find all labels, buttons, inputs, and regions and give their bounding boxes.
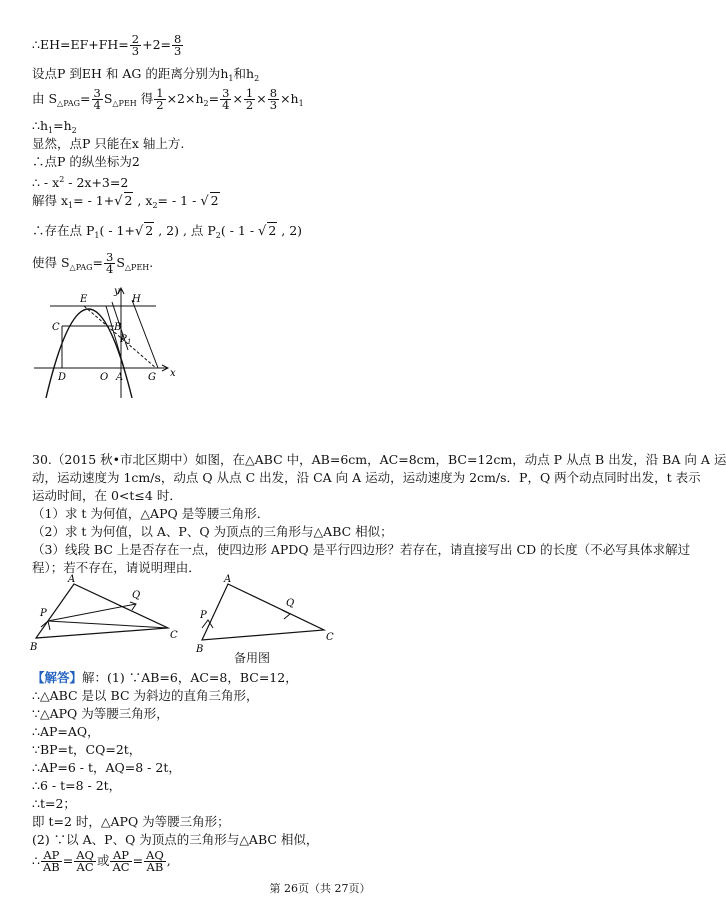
problem30-line3: 运动时间，在 0<t≤4 时． xyxy=(32,488,182,503)
segment-hg xyxy=(132,300,158,368)
answer-line5: ∵BP=t，CQ=2t， xyxy=(32,742,142,757)
label-p1-sub: 1 xyxy=(127,338,132,346)
page-footer: 第 26页（共 27页） xyxy=(269,882,371,895)
problem30-line2: 动，运动速度为 1cm/s，动点 Q 从点 C 出发，沿 CA 向 A 运动，运动速度为 2cm/s．P，Q 两个动点同时出发，t 表示 xyxy=(32,470,701,485)
label-e: E xyxy=(80,294,88,305)
fraction: $\frac{8}{3}$ xyxy=(174,32,182,58)
fig2-label-p: P xyxy=(200,610,207,621)
fig1-label-a: A xyxy=(68,574,76,585)
label-a: A xyxy=(116,372,124,383)
answer-line9: 即 t=2 时，△APQ 为等腰三角形； xyxy=(32,814,230,829)
points-exist: ∴存在点 $P_1( - 1+√$ 2 , 2) , 点 $P_2( - 1$ - √ 2 , 2) xyxy=(32,223,303,240)
label-h: H xyxy=(132,294,141,305)
arrow-q-1 xyxy=(130,602,136,610)
p-y-coordinate: ∴点P 的纵坐标为2 xyxy=(32,154,140,169)
segment-pq-1 xyxy=(48,604,136,621)
label-g: G xyxy=(148,372,156,383)
fig1-label-b: B xyxy=(30,642,38,653)
distance-definition: 设点P 到EH 和 AG 的距离分别为$h_1$和$h_2$ xyxy=(32,66,260,83)
eq-eh-length xyxy=(32,34,184,57)
label-d: D xyxy=(58,372,67,383)
problem30-q2: （2）求 t 为何值，以 A、P、Q 为顶点的三角形与△ABC 相似； xyxy=(32,524,393,539)
text: +2= xyxy=(142,37,172,52)
roots: 解得 $x_1= - 1+√$ 2 , $x_2= - 1$ - √ 2 xyxy=(32,193,219,210)
problem30-q1: （1）求 t 为何值，△APQ 是等腰三角形． xyxy=(32,506,270,521)
fig2-label-q: Q xyxy=(286,598,295,609)
fig1-label-c: C xyxy=(170,630,178,641)
parabola-graph xyxy=(28,280,188,400)
answer-line3: ∵△APQ 为等腰三角形， xyxy=(32,706,169,721)
segment-pc-1 xyxy=(48,621,168,628)
label-o: O xyxy=(100,372,109,383)
backup-figure-caption: 备用图 xyxy=(234,651,271,665)
fig2-label-c: C xyxy=(326,632,334,643)
problem30-q3a: （3）线段 BC 上是否存在一点，使四边形 APDQ 是平行四边形？若存在，请直接写出 CD 的长度（不必写具体求解过 xyxy=(32,542,691,557)
triangle-figures xyxy=(28,572,348,664)
h-equal: $\therefore h_1=h_2$ xyxy=(32,118,77,135)
quadratic-equation: ∴ - $x^2 - 2x+3=2$ xyxy=(32,175,129,190)
fraction: $\frac{2}{3}$ xyxy=(131,32,140,58)
triangle-abc-2 xyxy=(202,584,324,640)
answer-line7: ∴6 - t=8 - 2t， xyxy=(32,778,122,793)
fig1-label-q: Q xyxy=(132,590,141,601)
problem30-line1: 30.（2015 秋•市北区期中）如图，在△ABC 中，AB=6cm，AC=8cm，BC=12cm，动点 P 从点 B 出发，沿 BA 向 A 运 xyxy=(32,452,726,467)
answer-line8: ∴t=2； xyxy=(32,796,76,811)
answer-tag: 【解答】 xyxy=(32,670,83,685)
label-b: B xyxy=(114,322,122,333)
label-c: C xyxy=(52,322,60,333)
fig2-label-b: B xyxy=(196,644,204,655)
answer-line10: (2) ∵以 A、P、Q 为顶点的三角形与△ABC 相似， xyxy=(32,832,319,847)
answer-line1: 【解答】解：(1) ∵AB=6，AC=8，BC=12， xyxy=(32,670,298,685)
label-y: y xyxy=(114,286,120,297)
label-p1: P xyxy=(120,334,127,345)
label-x: x xyxy=(170,368,176,379)
problem30-q3b: 程）；若不存在，请说明理由． xyxy=(32,560,201,575)
answer-line11: ∴ $\frac{AP}{AB}$ = $\frac{AQ}{AC}$ 或 $\frac{AP}{AC}$ = $\frac{AQ}{AB}$ , xyxy=(32,848,171,874)
answer-line2: ∴△ABC 是以 BC 为斜边的直角三角形， xyxy=(32,688,259,703)
fig2-label-a: A xyxy=(224,574,232,585)
text: ∴EH=EF+FH= xyxy=(32,37,129,52)
fig1-label-p: P xyxy=(40,608,47,619)
answer-line4: ∴AP=AQ， xyxy=(32,724,100,739)
p-above-x-axis: 显然，点P 只能在x 轴上方. xyxy=(32,136,185,151)
area-equation: 由 $S_{\triangle PAG}=$ $\frac{3}{4}$ $S_{\triangle PEH}$ 得 $\frac{1}{2}$ $\times 2\times h_2=$ $\frac{3}{4}$ × $\frac{1}{2}$ × $\frac{8}{3}$ $\times h_1$ xyxy=(32,86,304,112)
area-conclusion: 使得 $S_{\triangle PAG}=$ $\frac{3}{4}$ $S_{\triangle PEH}$. xyxy=(32,250,154,276)
answer-line6: ∴AP=6 - t，AQ=8 - 2t， xyxy=(32,760,181,775)
